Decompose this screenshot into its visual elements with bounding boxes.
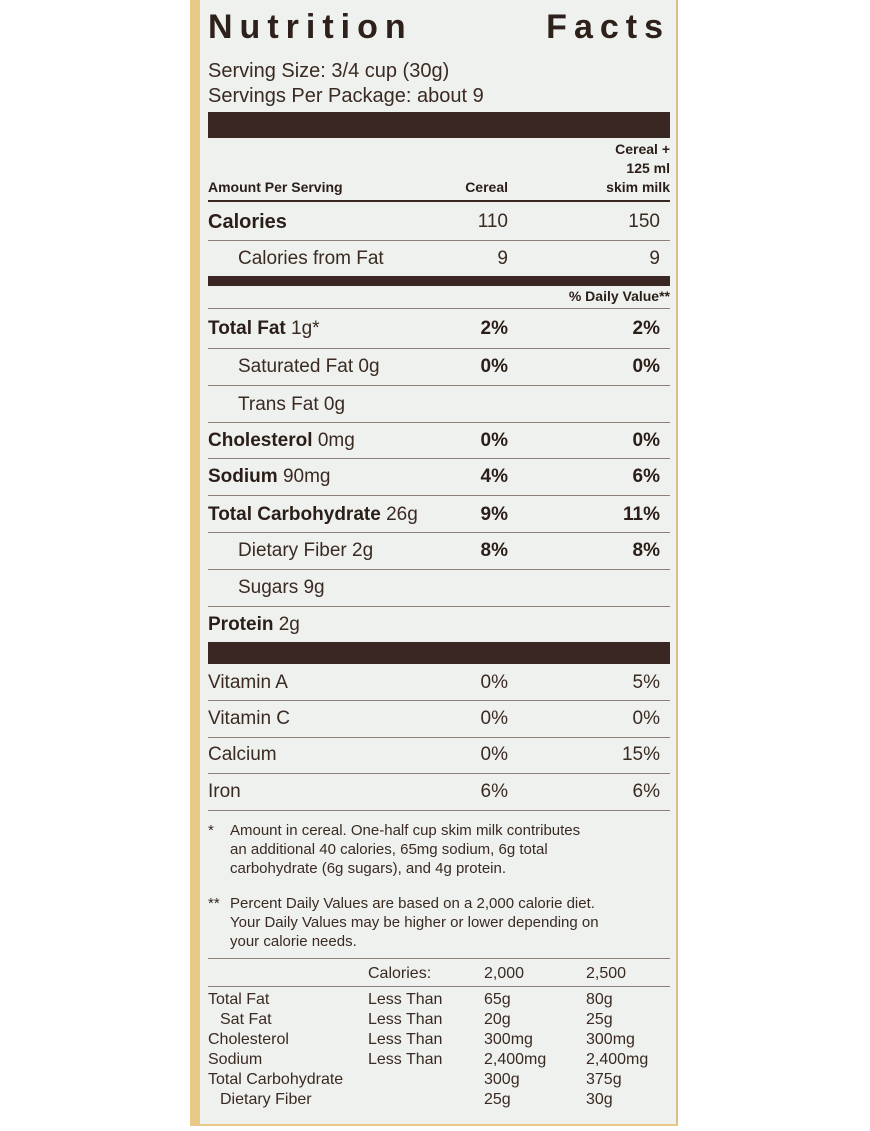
dv-row-dietary-fiber: Dietary Fiber	[220, 1091, 312, 1108]
vitamin-a-with-milk: 5%	[632, 672, 660, 693]
calcium-with-milk: 15%	[621, 744, 660, 765]
vitamin-row-iron: Iron	[208, 781, 241, 802]
dv-row-total-carbohydrate: Total Carbohydrate	[208, 1071, 344, 1088]
row-divider	[208, 532, 670, 533]
vitamin-c-cereal: 0%	[480, 708, 508, 729]
dv-row-total-carbohydrate-2500: 375g	[586, 1071, 622, 1088]
row-divider	[208, 348, 670, 349]
dv-row-dietary-fiber-2000: 25g	[484, 1091, 511, 1108]
row-divider	[208, 495, 670, 496]
calories-cereal: 110	[477, 211, 508, 232]
vitamin-a-cereal: 0%	[480, 672, 508, 693]
servings-per-package: Servings Per Package: about 9	[208, 85, 484, 107]
calories-from-fat-cereal: 9	[497, 248, 508, 269]
calories-from-fat-label: Calories from Fat	[238, 248, 384, 269]
panel-title	[208, 8, 670, 48]
col2-header-line2: 125 ml	[626, 160, 670, 176]
nutrient-row-dietary-fiber: Dietary Fiber 2g	[238, 540, 374, 561]
row-divider	[208, 773, 670, 774]
dv-row-sodium-limit: Less Than	[368, 1051, 443, 1068]
calcium-cereal: 0%	[480, 744, 508, 765]
vitamin-row-vitamin-a: Vitamin A	[208, 672, 288, 693]
row-divider	[208, 810, 670, 811]
row-divider	[208, 308, 670, 309]
dv-table-header-label: Calories:	[368, 965, 432, 982]
dv-table-header-2500: 2,500	[586, 965, 627, 982]
vitamin-c-with-milk: 0%	[632, 708, 660, 729]
col1-header: Cereal	[465, 179, 508, 195]
footnote-double-asterisk: **	[208, 895, 220, 912]
dv-row-sodium-2500: 2,400mg	[586, 1051, 649, 1068]
calories-from-fat-with-milk: 9	[649, 248, 660, 269]
dv-row-sat-fat-2000: 20g	[484, 1011, 511, 1028]
total-carbohydrate-cereal: 9%	[480, 504, 508, 525]
nutrient-row-sugars: Sugars 9g	[238, 577, 325, 598]
title-nutrition: Nutrition	[208, 8, 413, 46]
dv-row-cholesterol: Cholesterol	[208, 1031, 289, 1048]
cholesterol-cereal: 0%	[480, 430, 508, 451]
sodium-with-milk: 6%	[632, 466, 660, 487]
saturated-fat-cereal: 0%	[480, 356, 508, 377]
dv-row-cholesterol-limit: Less Than	[368, 1031, 443, 1048]
row-divider	[208, 458, 670, 459]
col2-header-line1: Cereal +	[615, 141, 670, 157]
row-divider	[208, 422, 670, 423]
vitamin-row-calcium: Calcium	[208, 744, 277, 765]
row-divider	[208, 986, 670, 987]
row-divider	[208, 385, 670, 386]
dv-row-dietary-fiber-2500: 30g	[586, 1091, 613, 1108]
medium-divider	[208, 276, 670, 286]
nutrient-row-saturated-fat: Saturated Fat 0g	[238, 356, 380, 377]
dv-row-cholesterol-2000: 300mg	[484, 1031, 533, 1048]
saturated-fat-with-milk: 0%	[632, 356, 660, 377]
iron-cereal: 6%	[480, 781, 508, 802]
sodium-cereal: 4%	[480, 466, 508, 487]
dv-row-total-fat-2000: 65g	[484, 991, 511, 1008]
nutrient-row-total-carbohydrate: Total Carbohydrate 26g	[208, 504, 418, 525]
dv-row-sat-fat: Sat Fat	[220, 1011, 272, 1028]
serving-size: Serving Size: 3/4 cup (30g)	[208, 60, 450, 82]
footnote-amount-in-cereal: * Amount in cereal. One-half cup skim milk contributes an additional 40 calories, 65mg sodium, 6g total carbohydrate (6g sugars), and 4g protein.	[208, 822, 581, 877]
row-divider	[208, 958, 670, 959]
footnote-asterisk: *	[208, 822, 214, 839]
total-fat-cereal: 2%	[480, 318, 508, 339]
nutrient-row-cholesterol: Cholesterol 0mg	[208, 430, 355, 451]
vitamin-row-vitamin-c: Vitamin C	[208, 708, 291, 729]
calories-with-milk: 150	[628, 211, 660, 232]
nutrient-row-total-fat: Total Fat 1g*	[208, 318, 320, 339]
total-carbohydrate-with-milk: 11%	[623, 504, 660, 525]
dv-row-total-fat-limit: Less Than	[368, 991, 443, 1008]
dietary-fiber-cereal: 8%	[480, 540, 508, 561]
daily-value-header: % Daily Value**	[568, 288, 670, 304]
nutrient-row-sodium: Sodium 90mg	[208, 466, 331, 487]
row-divider	[208, 700, 670, 701]
thick-divider	[208, 642, 670, 664]
row-divider	[208, 569, 670, 570]
nutrient-row-protein: Protein 2g	[208, 614, 300, 635]
dv-row-sat-fat-limit: Less Than	[368, 1011, 443, 1028]
nutrient-row-trans-fat: Trans Fat 0g	[238, 394, 346, 415]
row-divider	[208, 240, 670, 241]
dietary-fiber-with-milk: 8%	[632, 540, 660, 561]
dv-row-sat-fat-2500: 25g	[586, 1011, 613, 1028]
dv-row-total-carbohydrate-2000: 300g	[484, 1071, 520, 1088]
amount-per-serving-header: Amount Per Serving	[208, 179, 343, 195]
row-divider	[208, 606, 670, 607]
row-divider	[208, 737, 670, 738]
dv-row-sodium: Sodium	[208, 1051, 263, 1068]
dv-row-total-fat: Total Fat	[208, 991, 270, 1008]
iron-with-milk: 6%	[632, 781, 660, 802]
dv-row-sodium-2000: 2,400mg	[484, 1051, 547, 1068]
dv-row-cholesterol-2500: 300mg	[586, 1031, 635, 1048]
col2-header-line3: skim milk	[606, 179, 670, 195]
dv-row-total-fat-2500: 80g	[586, 991, 613, 1008]
dv-table-header-2000: 2,000	[484, 965, 525, 982]
title-facts: Facts	[546, 8, 670, 46]
header-rule	[208, 200, 670, 202]
calories-label: Calories	[208, 211, 287, 233]
thick-divider	[208, 112, 670, 138]
cholesterol-with-milk: 0%	[632, 430, 660, 451]
total-fat-with-milk: 2%	[632, 318, 660, 339]
footnote-daily-values: ** Percent Daily Values are based on a 2,000 calorie diet. Your Daily Values may be higher or lower depending on your calorie needs.	[208, 895, 599, 950]
